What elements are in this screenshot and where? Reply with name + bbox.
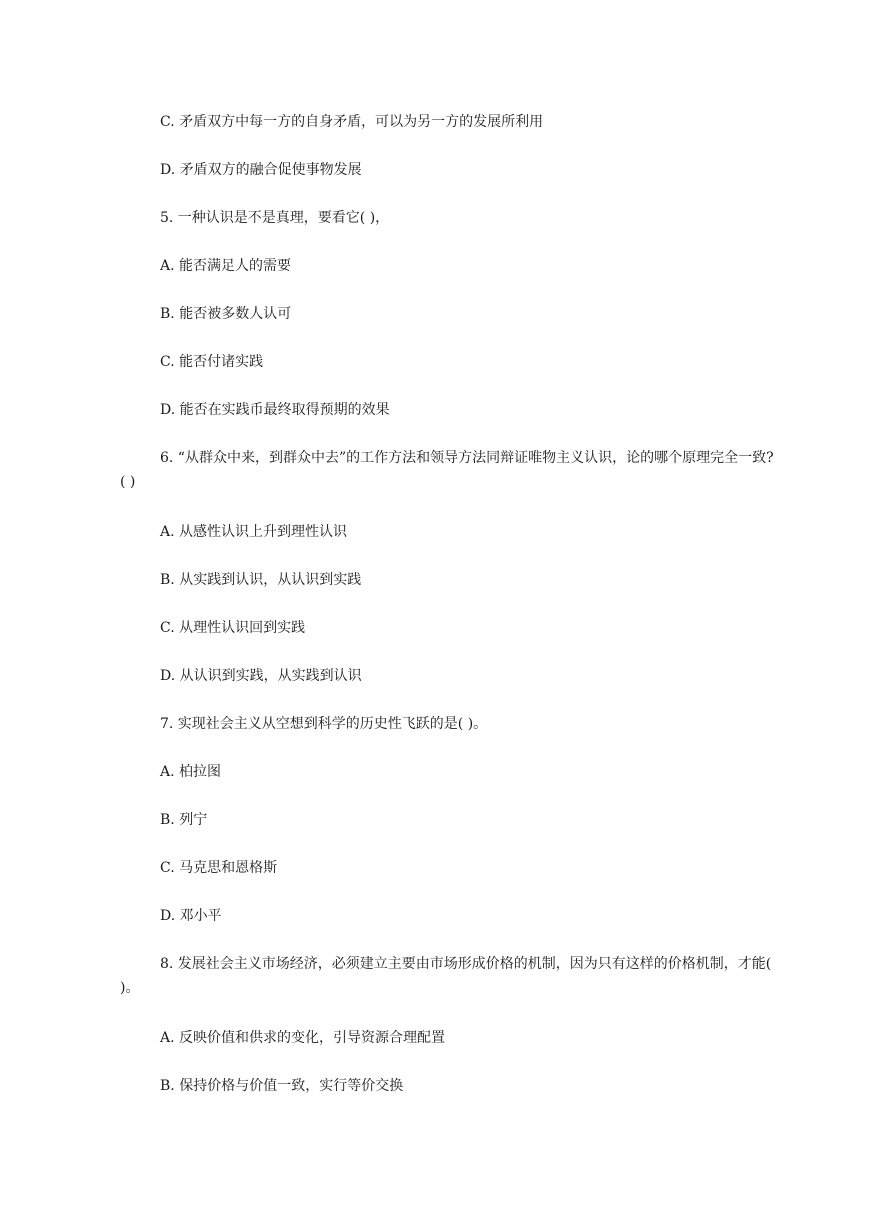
option-a-q6: A. 从感性认识上升到理性认识 <box>160 524 348 540</box>
question-8: 8. 发展社会主义市场经济，必须建立主要由市场形成价格的机制，因为只有这样的价格机制，才能( )。 <box>120 956 772 996</box>
option-c-contradiction: C. 矛盾双方中每一方的自身矛盾，可以为另一方的发展所利用 <box>160 114 544 130</box>
option-b-q8: B. 保持价格与价值一致，实行等价交换 <box>160 1078 404 1094</box>
option-a-q7: A. 柏拉图 <box>160 764 222 780</box>
question-5: 5. 一种认识是不是真理，要看它( )， <box>160 210 390 226</box>
option-b-q5: B. 能否被多数人认可 <box>160 306 292 322</box>
option-a-q5: A. 能否满足人的需要 <box>160 258 292 274</box>
option-d-contradiction: D. 矛盾双方的融合促使事物发展 <box>160 162 362 178</box>
option-d-q6: D. 从认识到实践，从实践到认识 <box>160 668 362 684</box>
option-b-q7: B. 列宁 <box>160 812 208 828</box>
option-c-q7: C. 马克思和恩格斯 <box>160 860 278 876</box>
option-d-q7: D. 邓小平 <box>160 908 222 924</box>
option-c-q5: C. 能否付诸实践 <box>160 354 264 370</box>
option-c-q6: C. 从理性认识回到实践 <box>160 620 306 636</box>
option-b-q6: B. 从实践到认识，从认识到实践 <box>160 572 362 588</box>
question-6: 6. “从群众中来，到群众中去”的工作方法和领导方法同辩证唯物主义认识，论的哪个原理完全一致?( ) <box>120 450 774 490</box>
option-d-q5: D. 能否在实践币最终取得预期的效果 <box>160 402 390 418</box>
option-a-q8: A. 反映价值和供求的变化，引导资源合理配置 <box>160 1030 446 1046</box>
question-7: 7. 实现社会主义从空想到科学的历史性飞跃的是( )。 <box>160 716 488 732</box>
